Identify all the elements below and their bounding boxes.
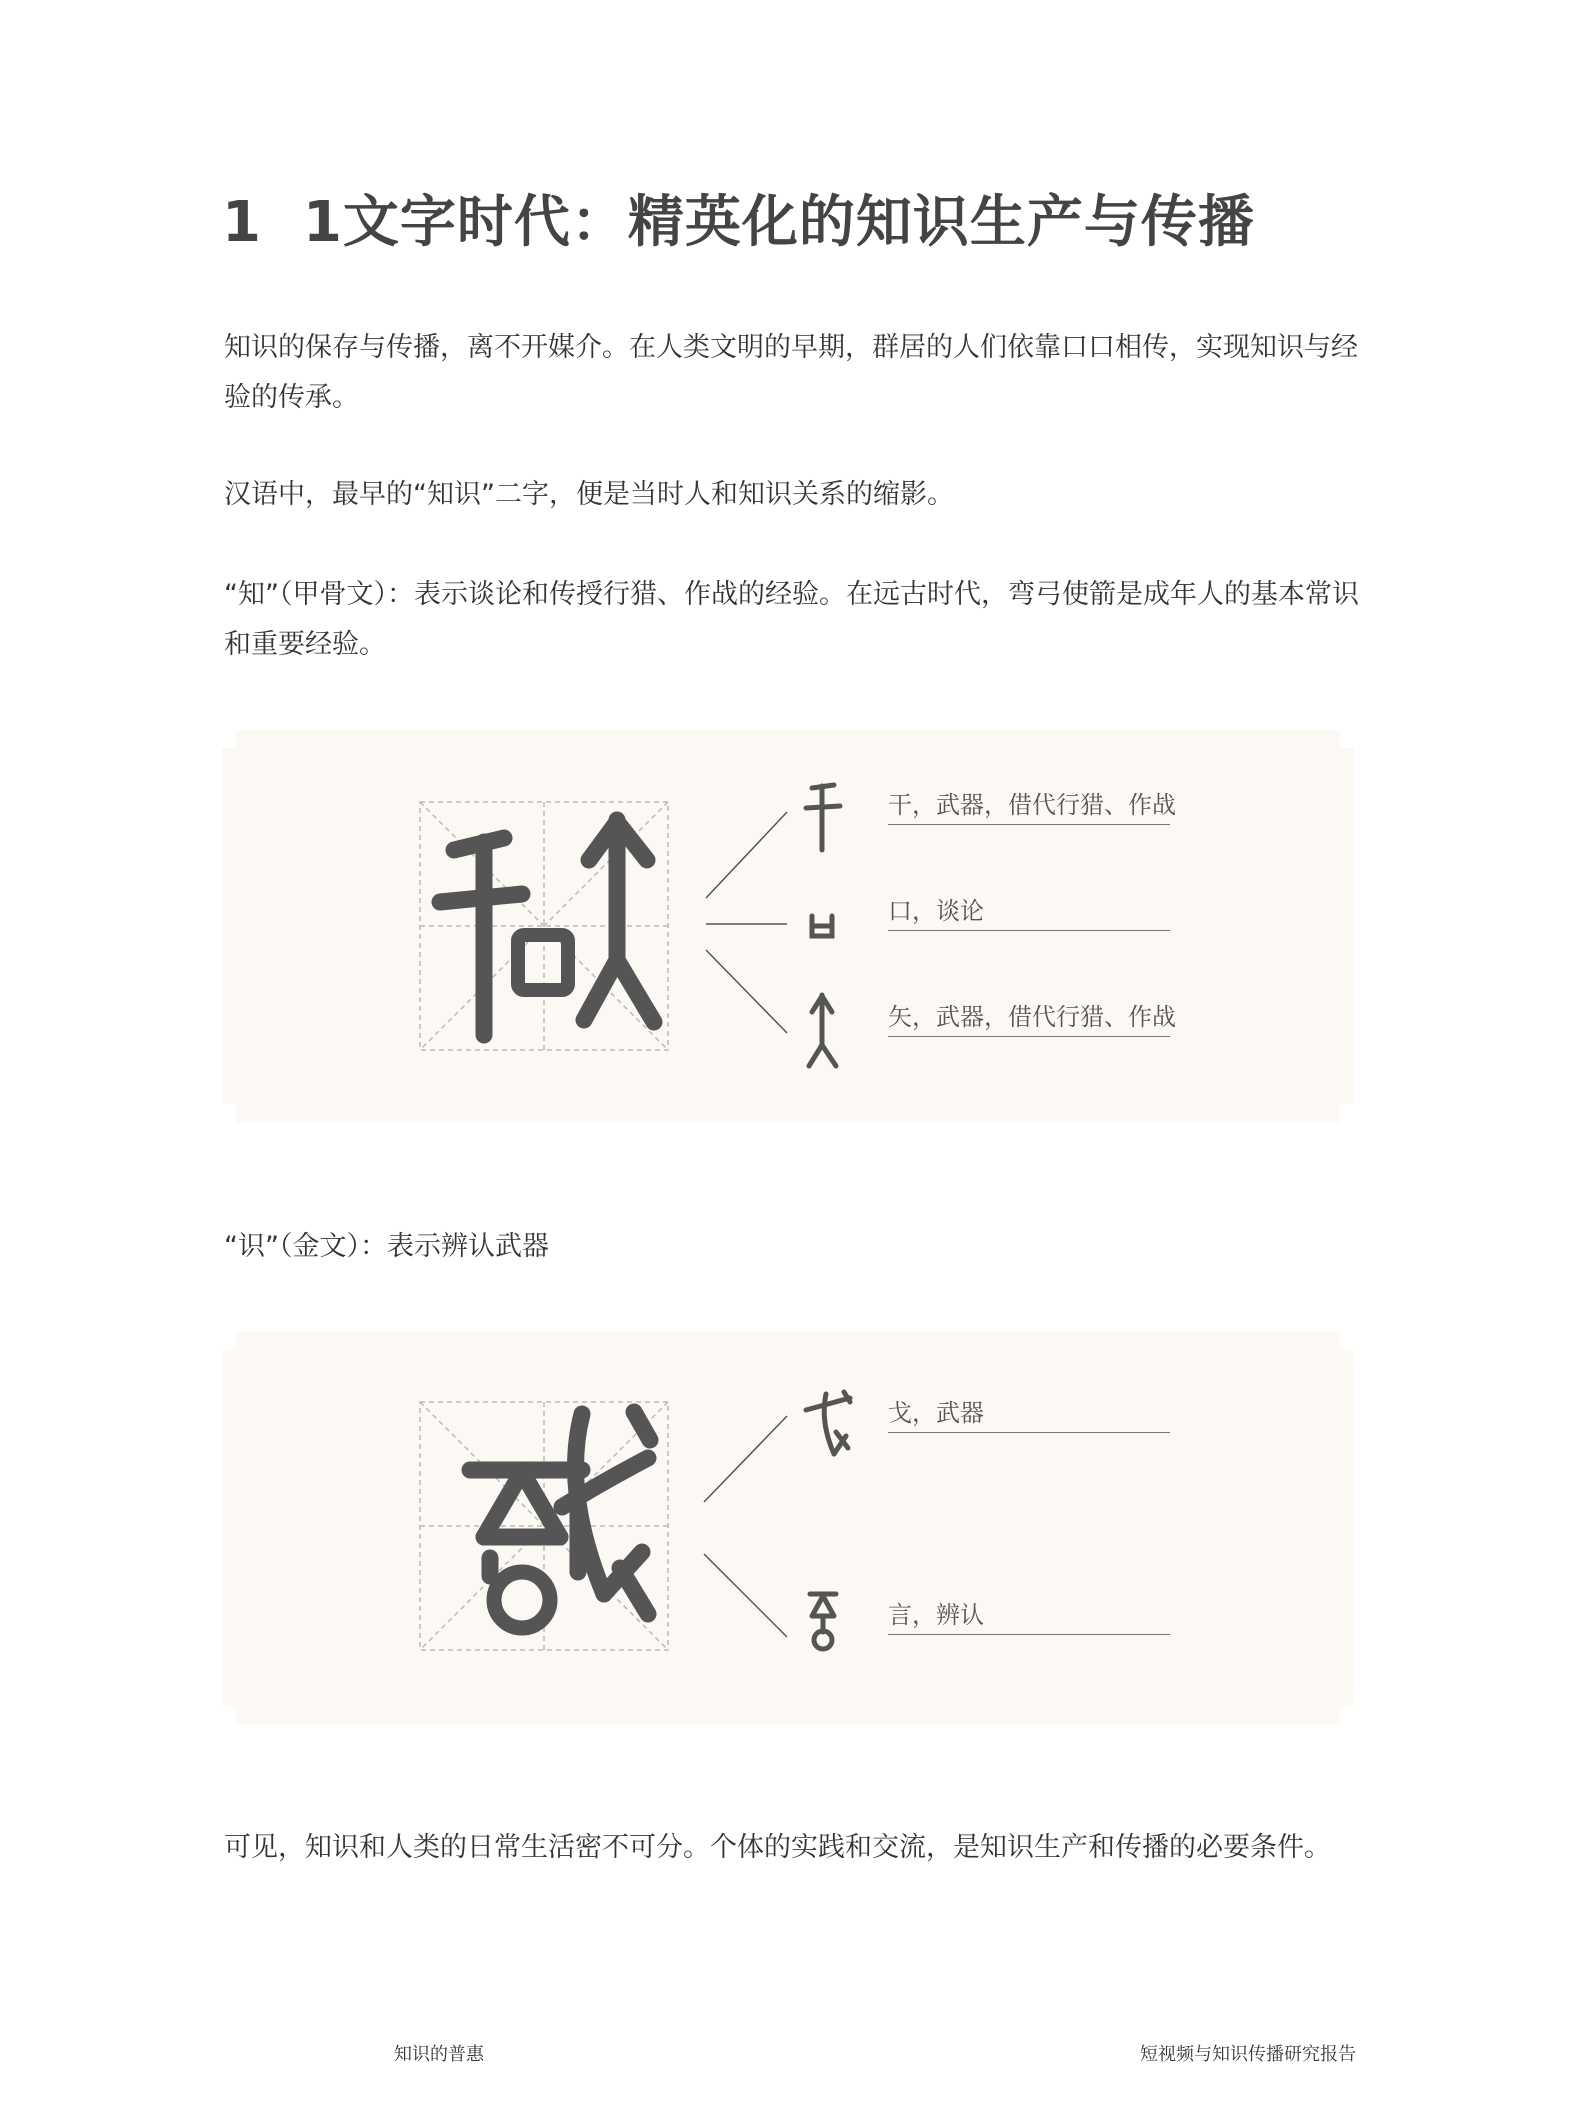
page-title: 1 1文字时代：精英化的知识生产与传播 bbox=[222, 190, 1255, 255]
paragraph-conclusion: 可见，知识和人类的日常生活密不可分。个体的实践和交流，是知识生产和传播的必要条件。 bbox=[224, 1832, 1331, 1863]
shi-bronze-glyph bbox=[470, 1412, 650, 1628]
ge-small-glyph bbox=[806, 1392, 850, 1454]
component-label-kou: 口，谈论 bbox=[888, 896, 1170, 931]
paragraph-shi-explanation: “识”（金文）：表示辨认武器 bbox=[224, 1231, 549, 1262]
footer-section-title: 知识的普惠 bbox=[394, 2044, 484, 2065]
figure-zhi-panel bbox=[222, 730, 1354, 1122]
component-label-yan: 言，辨认 bbox=[888, 1600, 1170, 1635]
zhi-oracle-glyph bbox=[440, 820, 654, 1035]
paragraph-zhishi: 汉语中，最早的“知识”二字，便是当时人和知识关系的缩影。 bbox=[224, 479, 954, 510]
component-label-shi: 矢，武器，借代行猎、作战 bbox=[888, 1002, 1170, 1037]
component-label-ge: 戈，武器 bbox=[888, 1398, 1170, 1433]
paragraph-intro: 知识的保存与传播，离不开媒介。在人类文明的早期，群居的人们依靠口口相传，实现知识与经验的传承。 bbox=[224, 332, 1358, 413]
figure-zhi-drawing bbox=[222, 730, 1354, 1122]
component-label-gan: 干，武器，借代行猎、作战 bbox=[888, 790, 1170, 825]
kou-small-glyph bbox=[812, 916, 832, 936]
shi-arrow-small-glyph bbox=[809, 995, 836, 1066]
yan-small-glyph bbox=[810, 1594, 836, 1649]
figure-shi-drawing bbox=[222, 1332, 1354, 1724]
footer-report-title: 短视频与知识传播研究报告 bbox=[1140, 2044, 1356, 2065]
figure-shi-panel bbox=[222, 1332, 1354, 1724]
paragraph-zhi-explanation: “知”（甲骨文）：表示谈论和传授行猎、作战的经验。在远古时代，弯弓使箭是成年人的基本常识和重要经验。 bbox=[224, 579, 1359, 660]
gan-small-glyph bbox=[806, 785, 840, 850]
connector-lines bbox=[706, 812, 787, 1033]
connector-lines bbox=[704, 1416, 787, 1637]
